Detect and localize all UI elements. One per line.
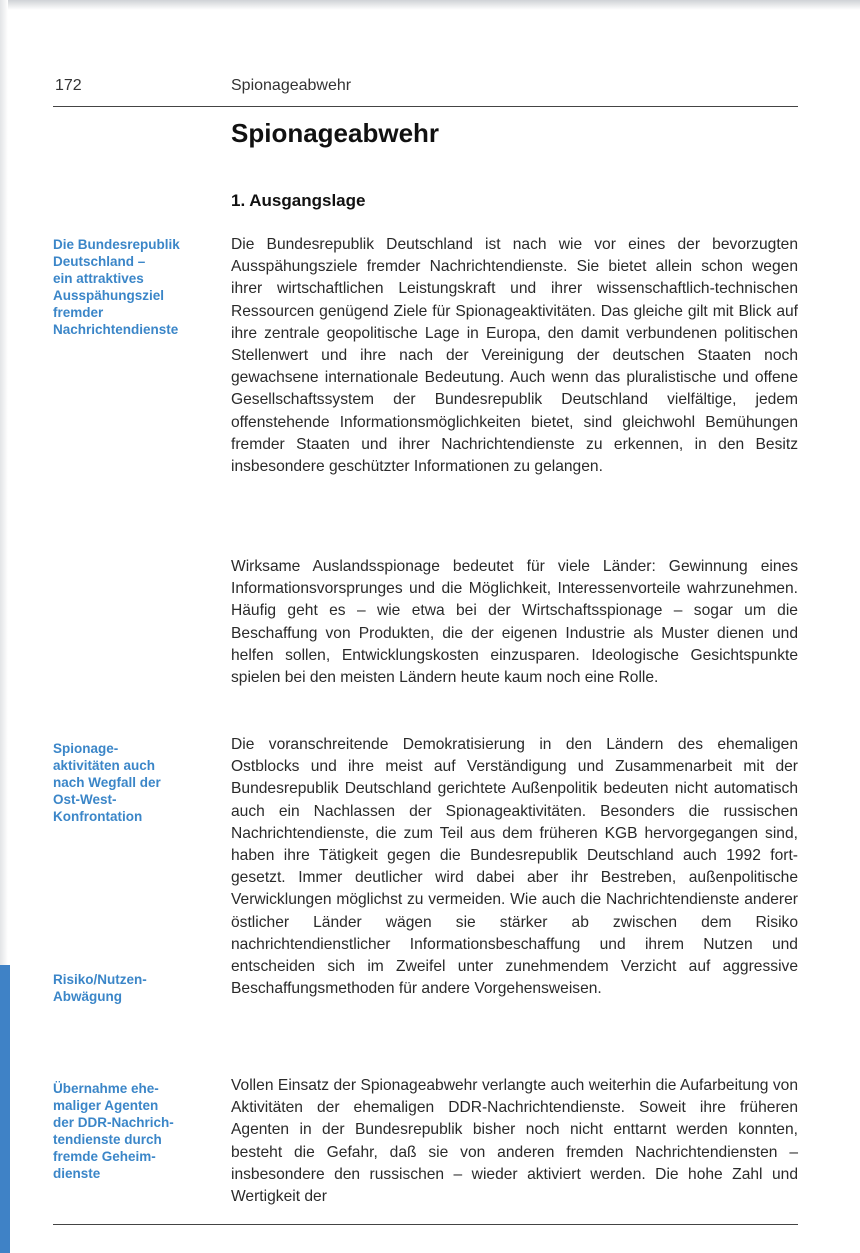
margin-note: Die Bundesrepublik Deutschland – ein attraktives Ausspähungsziel fremder Nachrichtendienste bbox=[53, 237, 180, 337]
running-head: Spionageabwehr bbox=[231, 77, 352, 94]
header-rule bbox=[53, 106, 798, 107]
page-title: Spionageabwehr bbox=[231, 118, 440, 148]
body-paragraph: Vollen Einsatz der Spionageabwehr verlangte auch weiterhin die Aufarbeitung von Aktivitäten der ehemaligen DDR-Nachrichtendienste. Soweit ihre früheren Agenten in der Bundesrepublik bisher noch nicht enttarnt werden konnten, besteht die Gefahr, daß sie von anderen fremden Nachrichtendiensten – insbesondere den russischen – wieder aktiviert werden. Die hohe Zahl und Wertigkeit der bbox=[231, 1077, 798, 1206]
margin-note: Risiko/Nutzen- Abwägung bbox=[53, 972, 147, 1004]
scan-top-edge bbox=[0, 0, 860, 10]
thumb-index-tab bbox=[0, 965, 10, 1253]
margin-note: Spionage- aktivitäten auch nach Wegfall der Ost-West- Konfrontation bbox=[53, 741, 161, 824]
footer-rule bbox=[53, 1224, 798, 1225]
body-paragraph: Wirksame Auslandsspionage bedeutet für viele Länder: Gewinnung eines Informationsvorsprunges und die Möglichkeit, Interessenvorteile wahrzunehmen. Häufig geht es – wie etwa bei der Wirtschaftsspionage – sogar um die Beschaffung von Produkten, die der eigenen Industrie als Muster dienen und helfen sollen, Entwicklungskosten einzusparen. Ideologische Gesichtspunkte spielen bei den meisten Ländern heute kaum noch eine Rolle. bbox=[231, 558, 798, 687]
body-paragraph: Die Bundesrepublik Deutschland ist nach wie vor eines der bevorzugten Ausspähungsziele fremder Nachrichtendienste. Sie bietet allein schon wegen ihrer wirtschaftlichen Leistungskraft und ihrer wissenschaftlich-technischen Ressourcen genügend Ziele für Spionageaktivitäten. Das gleiche gilt mit Blick auf ihre zentrale geopolitische Lage in Europa, den damit verbundenen politischen Stellenwert und ihre nach der Vereinigung der deutschen Staaten noch gewachsene internationale Bedeutung. Auch wenn das pluralistische und offene Gesellschaftssystem der Bundesrepublik Deutschland vielfältige, jedem offenstehende Informationsmöglichkeiten bietet, sind gleichwohl Bemühungen fremder Staaten und ihrer Nachrichtendienste zu erkennen, in den Besitz insbesondere geschützter Informationen zu gelangen. bbox=[231, 236, 798, 476]
body-paragraph: Die voranschreitende Demokratisierung in den Ländern des ehemaligen Ostblocks und ihre meist auf Verständigung und Zusammenarbeit mit der Bundesrepublik Deutschland gerichtete Außenpolitik bedeuten nicht automatisch auch ein Nachlassen der Spionageaktivitäten. Besonders die russischen Nachrichtendienste, die zum Teil aus dem früheren KGB hervorgegangen sind, haben ihre Tätigkeit gegen die Bundesrepublik Deutschland auch 1992 fortgesetzt. Immer deutlicher wird dabei aber ihr Bestreben, außenpolitische Verwicklungen möglichst zu vermeiden. Wie auch die Nachrichtendienste anderer östlicher Länder wägen sie stärker ab zwischen dem Risiko nachrichtendienstlicher Informationsbeschaffung und ihrem Nutzen und entscheiden sich im Zweifel unter zunehmendem Verzicht auf aggressive Beschaffungsmethoden für andere Vorgehensweisen. bbox=[231, 736, 798, 998]
section-heading: 1. Ausgangslage bbox=[231, 191, 366, 210]
margin-note: Übernahme ehe- maliger Agenten der DDR-Nachrich- tendienste durch fremde Geheim- dienste bbox=[53, 1081, 174, 1181]
page-number: 172 bbox=[55, 77, 82, 94]
